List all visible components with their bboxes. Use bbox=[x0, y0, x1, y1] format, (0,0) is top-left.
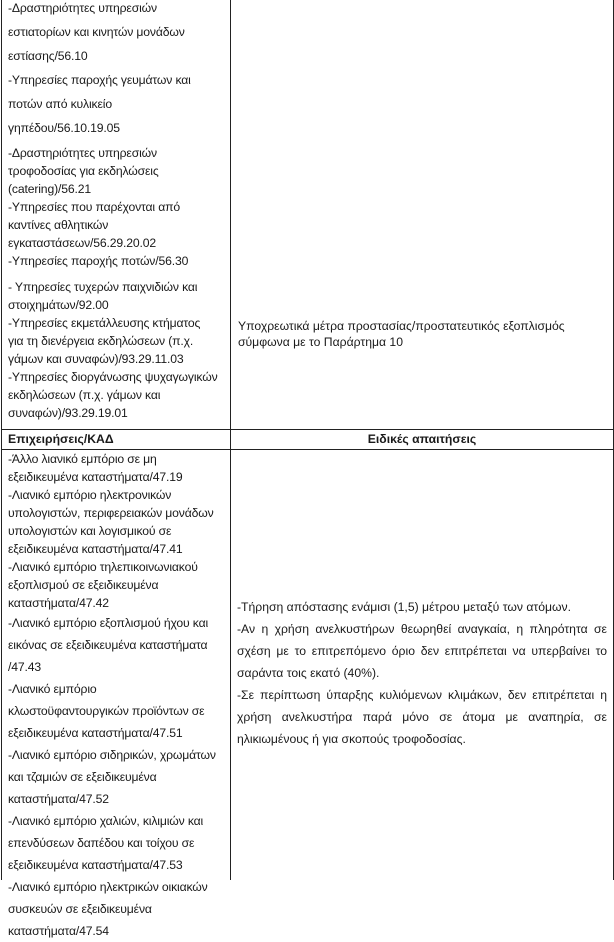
business-code-line: -Λιανικό εμπόριο σιδηρικών, χρωμάτων bbox=[8, 748, 216, 762]
table-row-upper bbox=[2, 0, 613, 430]
business-code-line: -Υπηρεσίες παροχής γευμάτων και bbox=[8, 73, 191, 87]
business-code-line: καταστήματα/47.42 bbox=[8, 596, 109, 610]
business-code-line: γηπέδου/56.10.19.05 bbox=[8, 121, 120, 135]
business-code-line: υπολογιστών, περιφερειακών μονάδων bbox=[8, 506, 214, 520]
business-code-item bbox=[8, 678, 224, 744]
business-code-item bbox=[8, 68, 224, 140]
business-code-line: -Λιανικό εμπόριο τηλεπικοινωνιακού bbox=[8, 560, 198, 574]
business-codes-cell bbox=[2, 0, 231, 429]
requirement-paragraph: -Σε περίπτωση ύπαρξης κυλιόμενων κλιμάκων, δεν επιτρέπεται η χρήση ανελκυστήρα παρά μόνο σε άτομα με αναπηρία, σε ηλικιωμένους ή για σκοπούς τροφοδοσίας. bbox=[237, 688, 607, 746]
business-code-line: στοιχημάτων/92.00 bbox=[8, 298, 109, 312]
requirement-paragraph: -Αν η χρήση ανελκυστήρων θεωρηθεί αναγκαία, η πληρότητα σε σχέση με το επιτρεπόμενο όριο δεν επιτρέπεται να υπερβαίνει το σαράντα τοις εκατό (40%). bbox=[237, 622, 607, 680]
requirements-cell bbox=[231, 450, 613, 880]
business-code-line: και τζαμιών σε εξειδικευμένα bbox=[8, 770, 157, 784]
business-code-item bbox=[8, 612, 224, 678]
business-code-line: -Υπηρεσίες παροχής ποτών/56.30 bbox=[8, 254, 189, 268]
requirement-line: Υποχρεωτικά μέτρα προστασίας/προστατευτικός εξοπλισμός bbox=[238, 319, 565, 333]
business-code-line: -Λιανικό εμπόριο εξοπλισμού ήχου και bbox=[8, 616, 209, 630]
business-code-item bbox=[8, 486, 224, 558]
business-code-item bbox=[8, 252, 224, 270]
business-code-line: -Λιανικό εμπόριο ηλεκτρικών οικιακών bbox=[8, 880, 208, 894]
business-code-line: -Δραστηριότητες υπηρεσιών bbox=[8, 1, 157, 15]
business-code-item bbox=[8, 558, 224, 612]
business-code-item bbox=[8, 810, 224, 876]
business-code-line: -Δραστηριότητες υπηρεσιών bbox=[8, 146, 157, 160]
business-code-item bbox=[8, 368, 224, 422]
business-code-line: εικόνας σε εξειδικευμένα καταστήματα bbox=[8, 638, 208, 652]
business-code-line: εξοπλισμού σε εξειδικευμένα bbox=[8, 578, 159, 592]
business-code-line: κλωστοϋφαντουργικών προϊόντων σε bbox=[8, 704, 205, 718]
business-code-line: εξειδικευμένα καταστήματα/47.51 bbox=[8, 726, 183, 740]
column-header-businesses: Επιχειρήσεις/ΚΑΔ bbox=[2, 430, 231, 449]
business-code-item bbox=[8, 450, 224, 486]
business-code-line: -Υπηρεσίες εκμετάλλευσης κτήματος bbox=[8, 316, 201, 330]
business-code-line: καταστήματα/47.52 bbox=[8, 792, 109, 806]
business-code-line: συσκευών σε εξειδικευμένα bbox=[8, 902, 152, 916]
business-codes-cell bbox=[2, 450, 231, 938]
column-header-requirements: Ειδικές απαιτήσεις bbox=[367, 432, 477, 446]
business-code-line: τροφοδοσίας για εκδηλώσεις bbox=[8, 164, 159, 178]
business-code-line: επενδύσεων δαπέδου και τοίχου σε bbox=[8, 836, 195, 850]
business-code-line: συναφών)/93.29.19.01 bbox=[8, 406, 128, 420]
requirements-table bbox=[1, 0, 614, 938]
business-code-line: /47.43 bbox=[8, 660, 41, 674]
business-code-line: εστίασης/56.10 bbox=[8, 49, 88, 63]
business-code-item bbox=[8, 198, 224, 252]
business-code-item bbox=[8, 0, 224, 68]
business-code-line: -Λιανικό εμπόριο ηλεκτρονικών bbox=[8, 488, 172, 502]
requirement-line: σύμφωνα με το Παράρτημα 10 bbox=[238, 335, 403, 349]
business-code-line: -Λιανικό εμπόριο χαλιών, κιλιμιών και bbox=[8, 814, 204, 828]
business-code-line: -Υπηρεσίες που παρέχονται από bbox=[8, 200, 180, 214]
business-code-item bbox=[8, 314, 224, 368]
business-code-line: εξειδικευμένα καταστήματα/47.41 bbox=[8, 542, 183, 556]
requirement-paragraph: -Τήρηση απόστασης ενάμισι (1,5) μέτρου μεταξύ των ατόμων. bbox=[237, 600, 572, 614]
business-code-line: -Άλλο λιανικό εμπόριο σε μη bbox=[8, 452, 157, 466]
table-header-row bbox=[2, 430, 613, 450]
business-code-line: ποτών από κυλικείο bbox=[8, 97, 112, 111]
business-code-line: εξειδικευμένα καταστήματα/47.53 bbox=[8, 858, 183, 872]
business-code-line: καταστήματα/47.54 bbox=[8, 924, 109, 938]
business-code-line: εγκαταστάσεων/56.29.20.02 bbox=[8, 236, 156, 250]
business-code-line: εστιατορίων και κινητών μονάδων bbox=[8, 25, 185, 39]
business-code-line: -Υπηρεσίες διοργάνωσης ψυχαγωγικών bbox=[8, 370, 218, 384]
business-code-line: γάμων και συναφών)/93.29.11.03 bbox=[8, 352, 184, 366]
business-code-line: (catering)/56.21 bbox=[8, 182, 91, 196]
business-code-item bbox=[8, 744, 224, 810]
business-code-line: εξειδικευμένα καταστήματα/47.19 bbox=[8, 470, 183, 484]
business-code-line: καντίνες αθλητικών bbox=[8, 218, 109, 232]
business-code-line: για τη διενέργεια εκδηλώσεων (π.χ. bbox=[8, 334, 194, 348]
business-code-line: υπολογιστών και λογισμικού σε bbox=[8, 524, 172, 538]
business-code-item bbox=[8, 144, 224, 198]
business-code-item bbox=[8, 278, 224, 314]
requirements-cell bbox=[231, 0, 613, 429]
business-code-item bbox=[8, 876, 224, 942]
table-row-lower bbox=[2, 450, 613, 938]
business-code-line: -Λιανικό εμπόριο bbox=[8, 682, 97, 696]
business-code-line: - Υπηρεσίες τυχερών παιχνιδιών και bbox=[8, 280, 198, 294]
business-code-line: εκδηλώσεων (π.χ. γάμων και bbox=[8, 388, 161, 402]
